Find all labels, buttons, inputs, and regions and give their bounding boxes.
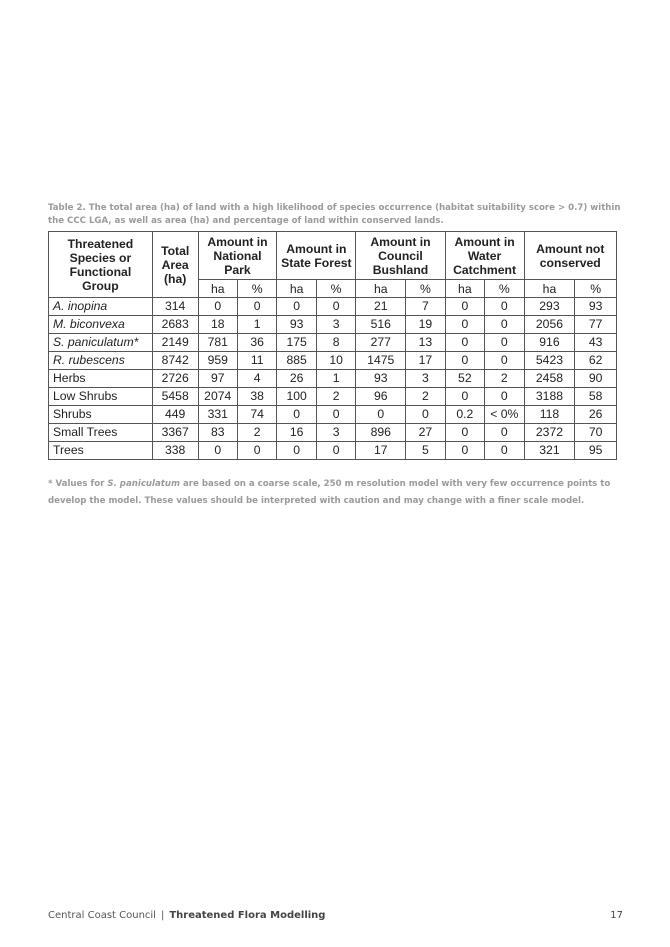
table-cell: 3 [406,370,445,388]
table-cell: 0 [316,298,355,316]
subheader-ha: ha [524,280,575,298]
table-cell: 321 [524,442,575,460]
row-name: A. inopina [49,298,153,316]
row-name: M. biconvexa [49,316,153,334]
table-cell: 959 [198,352,237,370]
subheader-percent: % [406,280,445,298]
table-row [49,370,617,388]
table-cell: 21 [356,298,406,316]
table-cell: 2 [316,388,355,406]
table-cell: 3 [316,316,355,334]
table-cell: 331 [198,406,237,424]
table-cell: 0 [445,316,484,334]
table-cell: 38 [237,388,276,406]
page-footer [48,909,623,923]
table-cell: 0 [356,406,406,424]
table-cell: 90 [575,370,617,388]
table-cell: 18 [198,316,237,334]
table-cell: 2372 [524,424,575,442]
table-cell: 0 [445,334,484,352]
table-cell: 885 [277,352,316,370]
table-cell: 896 [356,424,406,442]
table-cell: 2056 [524,316,575,334]
header-council-bushland: Amount in Council Bushland [356,232,445,280]
table-cell: 62 [575,352,617,370]
table-caption [48,202,626,228]
table-cell: 0 [485,424,524,442]
table-cell: 96 [356,388,406,406]
table-cell: 1 [237,316,276,334]
header-state-forest: Amount in State Forest [277,232,356,280]
table-row [49,406,617,424]
table-cell: 5423 [524,352,575,370]
table-cell: 26 [575,406,617,424]
table-cell: 516 [356,316,406,334]
subheader-ha: ha [198,280,237,298]
table-cell: 175 [277,334,316,352]
table-cell: 0 [445,388,484,406]
table-cell: 2683 [152,316,198,334]
table-cell: 2149 [152,334,198,352]
table-cell: 93 [277,316,316,334]
table-cell: 0 [237,442,276,460]
header-national-park: Amount in National Park [198,232,277,280]
subheader-ha: ha [356,280,406,298]
header-group: Threatened Species or Functional Group [49,232,153,298]
table-cell: 0 [316,442,355,460]
table-row [49,388,617,406]
table-cell: 5458 [152,388,198,406]
table-body [49,298,617,460]
table-cell: 0 [485,334,524,352]
table-cell: 8 [316,334,355,352]
table-cell: 781 [198,334,237,352]
table-cell: 118 [524,406,575,424]
table-cell: 0 [485,298,524,316]
table-cell: 17 [356,442,406,460]
subheader-percent: % [485,280,524,298]
table-cell: 916 [524,334,575,352]
table-row [49,442,617,460]
page-number: 17 [610,910,623,921]
table-cell: 1475 [356,352,406,370]
table-cell: 277 [356,334,406,352]
table-cell: 2 [237,424,276,442]
table-row [49,352,617,370]
table-cell: 17 [406,352,445,370]
table-cell: 0 [406,406,445,424]
table-cell: 0 [198,442,237,460]
table-cell: 4 [237,370,276,388]
table-cell: 100 [277,388,316,406]
footer-organisation: Central Coast Council [48,910,156,921]
table-cell: 0 [277,442,316,460]
table-cell: 0 [485,352,524,370]
table-cell: 0 [445,298,484,316]
table-cell: 16 [277,424,316,442]
table-row [49,334,617,352]
table-cell: 338 [152,442,198,460]
subheader-percent: % [316,280,355,298]
table-cell: 52 [445,370,484,388]
row-name: Small Trees [49,424,153,442]
table-cell: < 0% [485,406,524,424]
header-not-conserved: Amount not conserved [524,232,616,280]
table-cell: 0 [445,424,484,442]
table-cell: 0 [445,352,484,370]
table-cell: 2 [406,388,445,406]
table-cell: 0 [485,442,524,460]
table-cell: 0 [277,406,316,424]
table-cell: 293 [524,298,575,316]
table-cell: 95 [575,442,617,460]
footnote-text: are based on a coarse scale, 250 m resolution model with very few occurrence points to develop the model. These values should be interpreted with caution and may change with a finer scale model. [48,479,611,506]
table-cell: 5 [406,442,445,460]
table-cell: 19 [406,316,445,334]
table-cell: 3188 [524,388,575,406]
table-cell: 83 [198,424,237,442]
table-cell: 2458 [524,370,575,388]
footer-document-title: Threatened Flora Modelling [169,910,326,921]
subheader-ha: ha [445,280,484,298]
table-cell: 77 [575,316,617,334]
header-water-catchment: Amount in Water Catchment [445,232,524,280]
table-cell: 93 [575,298,617,316]
table-cell: 0 [277,298,316,316]
table-cell: 8742 [152,352,198,370]
table-cell: 449 [152,406,198,424]
table-cell: 97 [198,370,237,388]
table-row [49,298,617,316]
table-cell: 26 [277,370,316,388]
table-cell: 70 [575,424,617,442]
table-cell: 0.2 [445,406,484,424]
row-name: S. paniculatum* [49,334,153,352]
table-cell: 74 [237,406,276,424]
footnote-species: S. paniculatum [107,479,180,489]
subheader-ha: ha [277,280,316,298]
table-cell: 314 [152,298,198,316]
table-row [49,316,617,334]
table-cell: 0 [485,388,524,406]
table-cell: 11 [237,352,276,370]
table-cell: 3 [316,424,355,442]
caption-label: Table 2. [48,203,86,213]
table-cell: 0 [485,316,524,334]
table-cell: 13 [406,334,445,352]
species-area-table [48,231,617,460]
subheader-percent: % [237,280,276,298]
row-name: Trees [49,442,153,460]
table-cell: 93 [356,370,406,388]
footer-separator: | [160,910,165,921]
table-cell: 0 [445,442,484,460]
footnote-prefix: * Values for [48,479,105,489]
row-name: R. rubescens [49,352,153,370]
table-cell: 2074 [198,388,237,406]
footnote [48,476,618,510]
table-cell: 36 [237,334,276,352]
row-name: Shrubs [49,406,153,424]
header-total-area: Total Area (ha) [152,232,198,298]
table-row [49,424,617,442]
table-cell: 27 [406,424,445,442]
table-cell: 0 [198,298,237,316]
table-cell: 0 [237,298,276,316]
caption-text: The total area (ha) of land with a high likelihood of species occurrence (habitat suitability score > 0.7) within the CCC LGA, as well as area (ha) and percentage of land within conserved lands. [48,203,621,226]
row-name: Herbs [49,370,153,388]
table-cell: 1 [316,370,355,388]
row-name: Low Shrubs [49,388,153,406]
table-cell: 2726 [152,370,198,388]
table-cell: 7 [406,298,445,316]
table-cell: 0 [316,406,355,424]
table-cell: 10 [316,352,355,370]
subheader-percent: % [575,280,617,298]
table-cell: 43 [575,334,617,352]
table-cell: 58 [575,388,617,406]
table-cell: 3367 [152,424,198,442]
table-cell: 2 [485,370,524,388]
